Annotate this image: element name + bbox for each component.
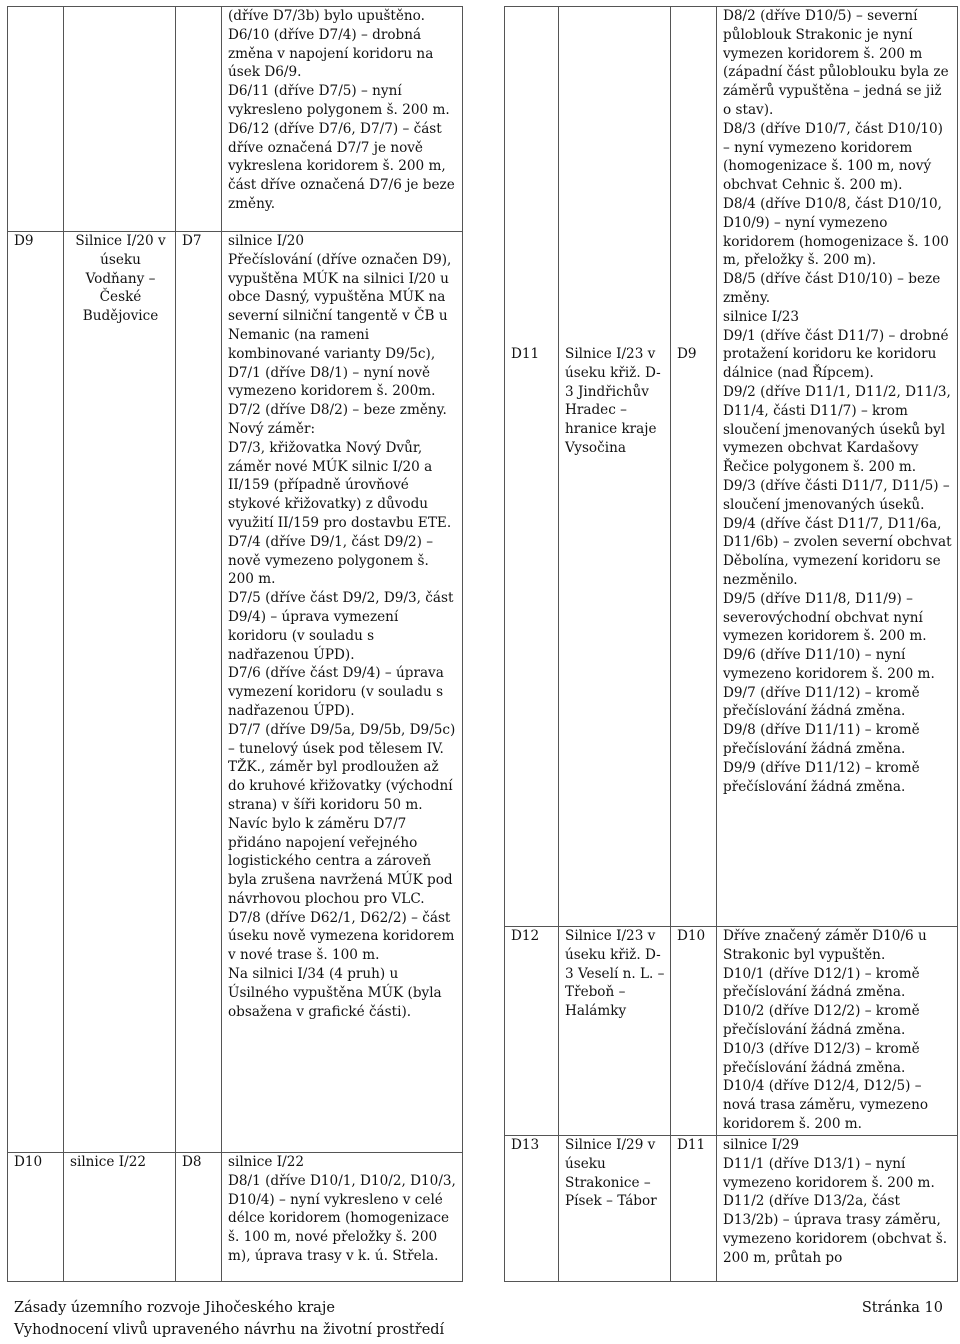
paragraph: D6/10 (dříve D7/4) – drobná změna v napojení koridoru na úsek D6/9.	[228, 26, 434, 81]
paragraph: Na silnici I/34 (4 pruh) u Úsilného vypuštěna MÚK (byla obsažena v grafické části).	[228, 966, 442, 1020]
paragraph: D9/1 (dříve část D11/7) – drobné protažení koridoru ke koridoru dálnice (nad Řípcem).	[723, 327, 949, 382]
paragraph: D7/1 (dříve D8/1) – nyní nově vymezeno koridorem š. 200m.	[228, 364, 436, 400]
paragraph: silnice I/20	[228, 233, 305, 249]
paragraph: D7/7 (dříve D9/5a, D9/5b, D9/5c) – tunelový úsek pod tělesem IV. TŽK., záměr byl prodloužen až do kruhové křižovatky (východní strana) v šíři koridoru 50 m. Navíc bylo k záměru D7/7 přidáno napojení veřejného logistického centra a zároveň byla zrušena navržená MÚK pod návrhovou plochou pro VLC.	[228, 721, 456, 907]
paragraph: Nový záměr:	[228, 420, 316, 437]
page-number: Stránka 10	[861, 1300, 943, 1316]
new-code: D11	[671, 1136, 717, 1282]
paragraph: Přečíslování (dříve označen D9), vypuštěna MÚK na silnici I/20 u obce Dasný, vypuštěna MÚK na severní silniční tangentě v ČB u Nemanic (na rameni kombinované varianty D9/5c),	[228, 251, 452, 362]
old-name: silnice I/22	[64, 1153, 176, 1282]
paragraph: D7/5 (dříve část D9/2, D9/3, část D9/4) – úprava vymezení koridoru (v souladu s nadřazenou ÚPD).	[228, 590, 454, 663]
paragraph: D7/6 (dříve část D9/4) – úprava vymezení koridoru (v souladu s nadřazenou ÚPD).	[228, 665, 444, 719]
old-name: Silnice I/29 v úseku Strakonice – Písek – Tábor	[559, 1136, 671, 1282]
changes-cell	[222, 7, 463, 232]
old-name: Silnice I/23 v úseku křiž. D-3 Veselí n. L. – Třeboň – Halámky	[559, 927, 671, 1136]
paragraph: D9/4 (dříve část D11/7, D11/6a, D11/6b) – zvolen severní obchvat Děbolína, vymezení koridoru se nezměnilo.	[723, 515, 952, 588]
table-row	[8, 7, 463, 232]
paragraph: D6/11 (dříve D7/5) – nyní vykresleno polygonem š. 200 m.	[228, 83, 450, 118]
footer-subtitle: Vyhodnocení vlivů upraveného návrhu na životní prostředí	[14, 1322, 445, 1338]
footer-title: Zásady územního rozvoje Jihočeského kraje	[14, 1300, 335, 1316]
old-code: D13	[505, 1136, 559, 1282]
paragraph: D6/12 (dříve D7/6, D7/7) – část dříve označená D7/7 je nově vykreslena koridorem š. 200 m, část dříve označená D7/6 je beze změny.	[228, 120, 455, 212]
new-code: D9	[677, 346, 697, 362]
paragraph: D9/9 (dříve D11/12) – kromě přečíslování žádná změna.	[723, 759, 920, 795]
paragraph: (dříve D7/3b) bylo upuštěno.	[228, 8, 425, 24]
paragraph: D8/5 (dříve část D10/10) – beze změny.	[723, 271, 941, 306]
paragraph: D7/3, křižovatka Nový Dvůr, záměr nové MÚK silnic I/20 a II/159 (případně úrovňové stykové křižovatky) z důvodu využití II/159 pro dostavbu ETE.	[228, 439, 452, 531]
paragraph: D11/2 (dříve D13/2a, část D13/2b) – úprava trasy záměru, vymezeno koridorem (obchvat š. 200 m, průtah po	[723, 1193, 948, 1266]
paragraph: silnice I/23	[723, 308, 800, 325]
paragraph: D8/1 (dříve D10/1, D10/2, D10/3, D10/4) – nyní vykresleno v celé délce koridorem (homogenizace š. 100 m, nové přeložky š. 200 m), úprava trasy v k. ú. Střela.	[228, 1172, 456, 1264]
old-code: D11	[511, 346, 540, 362]
new-code: D7	[176, 232, 222, 1153]
paragraph: D10/3 (dříve D12/3) – kromě přečíslování žádná změna.	[723, 1040, 920, 1076]
table-row	[505, 7, 958, 927]
paragraph: D7/2 (dříve D8/2) – beze změny.	[228, 402, 447, 419]
old-code: D12	[505, 927, 559, 1136]
table-row	[505, 927, 958, 1136]
new-code: D8	[176, 1153, 222, 1282]
left-table	[7, 6, 463, 1282]
table-row	[8, 1153, 463, 1282]
right-table	[504, 6, 958, 1282]
paragraph: D10/1 (dříve D12/1) – kromě přečíslování žádná změna.	[723, 965, 920, 1001]
changes-cell	[222, 232, 463, 1153]
paragraph: D9/2 (dříve D11/1, D11/2, D11/3, D11/4, části D11/7) – krom sloučení jmenovaných úseků byl vymezen obchvat Kardašovy Řečice polygonem š. 200 m.	[723, 383, 951, 476]
old-name: Silnice I/23 v úseku křiž. D-3 Jindřichův Hradec – hranice kraje Vysočina	[565, 346, 661, 456]
paragraph: D10/4 (dříve D12/4, D12/5) – nová trasa záměru, vymezeno koridorem š. 200 m.	[723, 1078, 929, 1132]
paragraph: D9/5 (dříve D11/8, D11/9) – severovýchodní obchvat nyní vymezen koridorem š. 200 m.	[723, 590, 927, 645]
paragraph: D9/7 (dříve D11/12) – kromě přečíslování žádná změna.	[723, 684, 920, 720]
paragraph: D7/4 (dříve D9/1, část D9/2) – nově vymezeno polygonem š. 200 m.	[228, 533, 434, 588]
paragraph: D10/2 (dříve D12/2) – kromě přečíslování žádná změna.	[723, 1003, 920, 1038]
paragraph: D9/3 (dříve části D11/7, D11/5) – sloučení jmenovaných úseků.	[723, 477, 950, 513]
old-code: D10	[8, 1153, 64, 1282]
table-row	[505, 1136, 958, 1282]
paragraph: D9/6 (dříve D11/10) – nyní vymezeno koridorem š. 200 m.	[723, 647, 935, 682]
changes-cell	[222, 1153, 463, 1282]
paragraph: D7/8 (dříve D62/1, D62/2) – část úseku nově vymezena koridorem v nové trase š. 100 m.	[228, 909, 455, 964]
paragraph: D8/2 (dříve D10/5) – severní půloblouk Strakonic je nyní vymezen koridorem š. 200 m (západní část půloblouku byla ze záměrů vypuštěna – jedná se již o stav).	[723, 8, 949, 118]
changes-cell	[717, 927, 958, 1136]
paragraph: silnice I/22	[228, 1154, 305, 1170]
two-column-layout	[7, 6, 953, 1281]
paragraph: D8/3 (dříve D10/7, část D10/10) – nyní vymezeno koridorem (homogenizace š. 100 m, nový obchvat Cehnic š. 200 m).	[723, 120, 943, 194]
paragraph: Dříve značený záměr D10/6 u Strakonic byl vypuštěn.	[723, 928, 927, 963]
changes-cell	[717, 7, 958, 927]
old-name: Silnice I/20 v úseku Vodňany – České Budějovice	[64, 232, 176, 1153]
paragraph: D9/8 (dříve D11/11) – kromě přečíslování žádná změna.	[723, 722, 920, 758]
old-code: D9	[8, 232, 64, 1153]
paragraph: D11/1 (dříve D13/1) – nyní vymezeno koridorem š. 200 m.	[723, 1155, 935, 1191]
paragraph: silnice I/29	[723, 1137, 800, 1153]
paragraph: D8/4 (dříve D10/8, část D10/10, D10/9) – nyní vymezeno koridorem (homogenizace š. 100 m, přeložky š. 200 m).	[723, 195, 949, 269]
new-code: D10	[671, 927, 717, 1136]
changes-cell	[717, 1136, 958, 1282]
table-row	[8, 232, 463, 1153]
